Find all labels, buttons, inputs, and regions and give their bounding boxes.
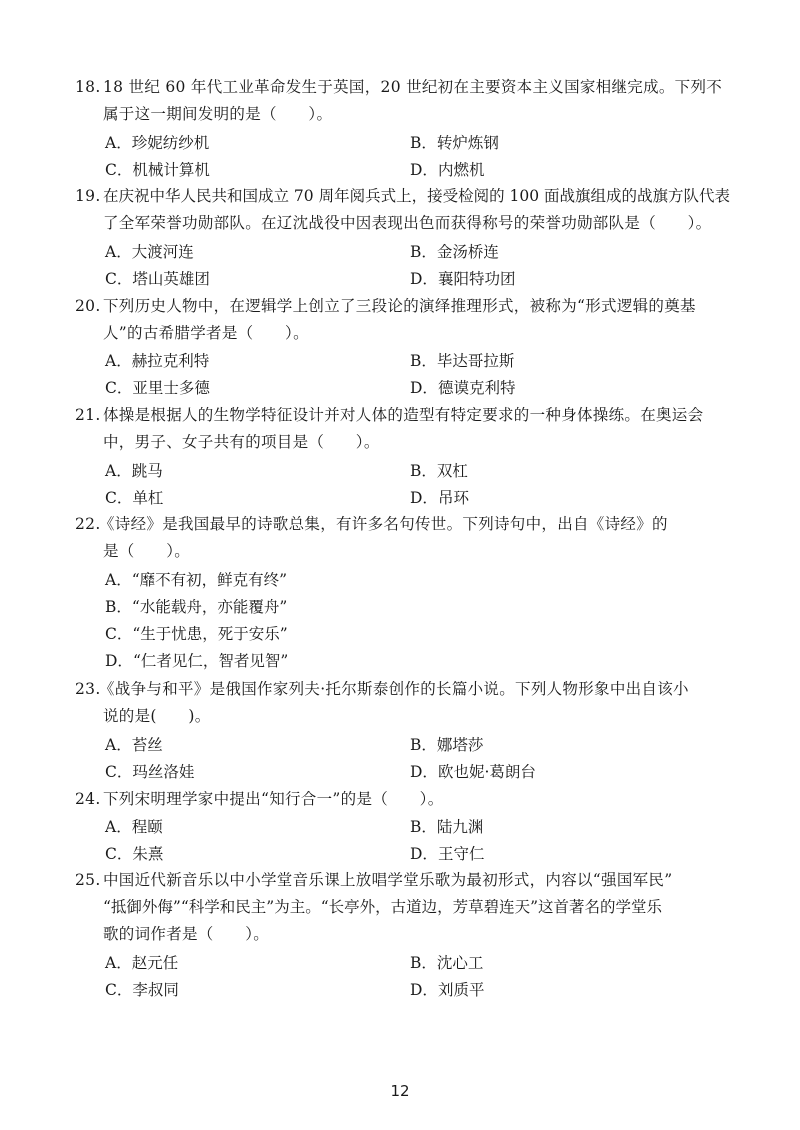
option-text: 欧也妮·葛朗台 (437, 763, 536, 781)
option-text: 赫拉克利特 (131, 352, 210, 370)
question-number: 20. (75, 297, 101, 315)
option-text: 毕达哥拉斯 (436, 352, 515, 370)
option-text: 亚里士多德 (132, 379, 210, 397)
option-d (410, 980, 484, 1000)
option-text: “水能载舟，亦能覆舟” (131, 598, 288, 616)
option-d (410, 269, 515, 289)
option-b (410, 817, 483, 837)
option-b (410, 133, 499, 153)
option-text: 跳马 (131, 462, 163, 480)
option-text: 德谟克利特 (437, 379, 516, 397)
question-stem: 下列宋明理学家中提出“知行合一”的是（ ）。 (103, 790, 444, 808)
option-c (105, 762, 194, 782)
option-a (105, 570, 287, 590)
option-label: C． (105, 763, 133, 781)
option-text: 王守仁 (437, 845, 485, 863)
option-label: D． (410, 270, 438, 288)
option-text: 转炉炼钢 (436, 134, 499, 152)
option-label: A． (105, 134, 132, 152)
option-b (410, 735, 483, 755)
option-label: B． (410, 954, 437, 972)
question-stem: 《诗经》是我国最早的诗歌总集，有许多名句传世。下列诗句中，出自《诗经》的 (99, 515, 668, 533)
option-d (410, 762, 536, 782)
option-label: B． (410, 352, 437, 370)
question-stem: 中，男子、女子共有的项目是（ ）。 (103, 433, 380, 451)
question-number: 24. (75, 790, 101, 808)
option-text: 塔山英雄团 (132, 270, 210, 288)
option-text: 程颐 (131, 818, 163, 836)
option-b (410, 953, 483, 973)
option-a (105, 817, 163, 837)
question-number: 25. (75, 871, 101, 889)
option-text: 双杠 (436, 462, 468, 480)
option-text: 陆九渊 (436, 818, 484, 836)
option-label: A． (105, 954, 132, 972)
option-text: 金汤桥连 (436, 243, 499, 261)
option-d (410, 844, 484, 864)
option-text: 赵元任 (131, 954, 179, 972)
option-label: D． (410, 379, 438, 397)
option-d (105, 651, 288, 671)
option-a (105, 735, 163, 755)
option-d (410, 160, 484, 180)
option-label: D． (410, 489, 438, 507)
option-label: C． (105, 161, 133, 179)
option-text: 机械计算机 (132, 161, 210, 179)
question-stem: 中国近代新音乐以中小学堂音乐课上放唱学堂乐歌为最初形式，内容以“强国军民” (103, 871, 673, 889)
option-c (105, 844, 163, 864)
option-label: A． (105, 571, 132, 589)
option-text: 内燃机 (437, 161, 485, 179)
question-stem: 18 世纪 60 年代工业革命发生于英国，20 世纪初在主要资本主义国家相继完成。下列不 (103, 78, 723, 96)
option-d (410, 488, 469, 508)
question-stem: 了全军荣誉功勋部队。在辽沈战役中因表现出色而获得称号的荣誉功勋部队是（ ）。 (103, 214, 712, 232)
option-text: “靡不有初，鲜克有终” (131, 571, 288, 589)
option-label: A． (105, 243, 132, 261)
option-label: C． (105, 625, 133, 643)
option-b (410, 461, 468, 481)
option-c (105, 378, 210, 398)
question-number: 21. (75, 406, 101, 424)
question-stem: 人”的古希腊学者是（ ）。 (103, 324, 309, 342)
option-a (105, 351, 209, 371)
option-label: C． (105, 981, 133, 999)
option-label: A． (105, 352, 132, 370)
option-text: 苔丝 (131, 736, 163, 754)
option-label: B． (410, 243, 437, 261)
option-c (105, 269, 210, 289)
option-a (105, 461, 163, 481)
question-number: 23. (75, 680, 101, 698)
option-b (410, 351, 514, 371)
option-text: 朱熹 (132, 845, 164, 863)
option-label: C． (105, 379, 133, 397)
question-stem: 说的是( )。 (103, 707, 211, 725)
option-b (410, 242, 499, 262)
option-label: C． (105, 489, 133, 507)
option-label: C． (105, 270, 133, 288)
option-label: B． (105, 598, 132, 616)
option-c (105, 624, 288, 644)
question-stem: 体操是根据人的生物学特征设计并对人体的造型有特定要求的一种身体操练。在奥运会 (103, 406, 704, 424)
question-stem: 下列历史人物中，在逻辑学上创立了三段论的演绎推理形式，被称为“形式逻辑的奠基 (103, 297, 696, 315)
option-text: 李叔同 (132, 981, 179, 999)
option-label: D． (410, 161, 438, 179)
option-label: A． (105, 462, 132, 480)
question-number: 19. (75, 187, 101, 205)
option-text: 娜塔莎 (436, 736, 484, 754)
option-label: B． (410, 736, 437, 754)
option-a (105, 133, 209, 153)
option-text: 吊环 (437, 489, 469, 507)
option-label: B． (410, 134, 437, 152)
option-c (105, 488, 163, 508)
option-label: D． (410, 981, 438, 999)
question-stem: 属于这一期间发明的是（ ）。 (103, 105, 333, 123)
option-b (105, 597, 287, 617)
option-label: D． (105, 652, 133, 670)
question-stem: 歌的词作者是（ ）。 (103, 925, 270, 943)
option-label: D． (410, 845, 438, 863)
option-c (105, 980, 179, 1000)
option-label: D． (410, 763, 438, 781)
option-label: B． (410, 818, 437, 836)
option-label: A． (105, 818, 132, 836)
option-text: “生于忧患，死于安乐” (132, 625, 288, 643)
question-stem: 在庆祝中华人民共和国成立 70 周年阅兵式上，接受检阅的 100 面战旗组成的战旗方队代表 (103, 187, 731, 205)
option-d (410, 378, 515, 398)
question-stem: 是（ ）。 (103, 542, 191, 560)
option-a (105, 953, 178, 973)
option-text: 珍妮纺纱机 (131, 134, 210, 152)
option-text: “仁者见仁，智者见智” (132, 652, 289, 670)
question-number: 18. (75, 78, 101, 96)
option-label: A． (105, 736, 132, 754)
page-number: 12 (390, 1082, 410, 1100)
option-c (105, 160, 210, 180)
option-text: 襄阳特功团 (437, 270, 516, 288)
option-label: C． (105, 845, 133, 863)
question-number: 22. (75, 515, 101, 533)
option-text: 沈心工 (436, 954, 484, 972)
option-label: B． (410, 462, 437, 480)
option-text: 单杠 (132, 489, 164, 507)
question-stem: 《战争与和平》是俄国作家列夫·托尔斯泰创作的长篇小说。下列人物形象中出自该小 (99, 680, 689, 698)
option-text: 玛丝洛娃 (132, 763, 195, 781)
option-text: 刘质平 (437, 981, 485, 999)
option-a (105, 242, 194, 262)
question-stem: “抵御外侮”“科学和民主”为主。“长亭外，古道边，芳草碧连天”这首著名的学堂乐 (103, 898, 663, 916)
option-text: 大渡河连 (131, 243, 194, 261)
